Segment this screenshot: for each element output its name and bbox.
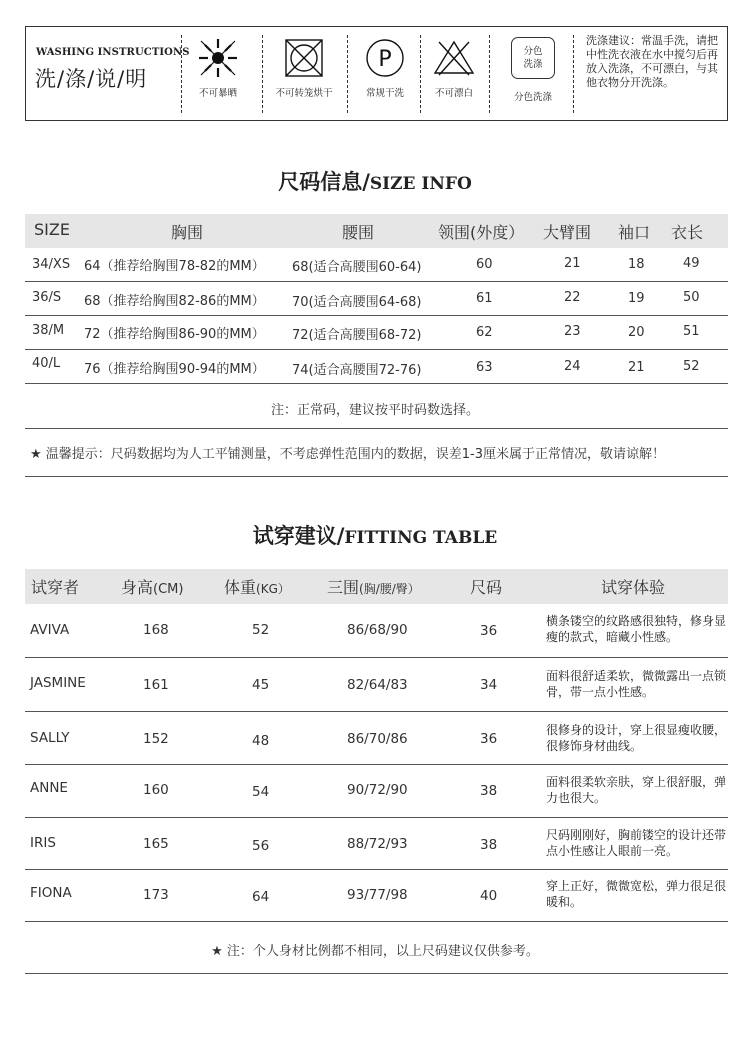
cell-measure: 86/70/86	[347, 731, 408, 747]
cell-experience: 尺码刚刚好，胸前镂空的设计还带点小性感让人眼前一亮。	[546, 828, 727, 858]
row-divider	[25, 817, 728, 818]
cell-chest: 76（推荐给胸围90-94的MM）	[84, 362, 265, 377]
divider	[262, 35, 263, 113]
row-divider	[25, 281, 728, 282]
fitting-title-cn: 试穿建议/	[252, 524, 345, 548]
cell-weight: 45	[252, 677, 270, 693]
no-tumble-dry-label: 不可转笼烘干	[275, 88, 333, 99]
wash-symbol-no-bleach	[423, 35, 485, 99]
header-arm: 大臂围	[543, 223, 592, 242]
washing-title-en: WASHING INSTRUCTIONS	[36, 47, 190, 58]
cell-chest: 64（推荐给胸围78-82的MM）	[84, 259, 265, 274]
cell-weight: 56	[252, 838, 270, 854]
row-divider	[25, 764, 728, 765]
divider	[181, 35, 182, 113]
cell-height: 152	[143, 731, 169, 747]
cell-size: 38	[480, 837, 498, 853]
cell-length: 49	[683, 256, 700, 271]
divider	[489, 35, 490, 113]
cell-experience: 很修身的设计，穿上很显瘦收腰，很修饰身材曲线。	[546, 723, 727, 753]
no-sun-icon	[195, 35, 241, 81]
cell-measure: 82/64/83	[347, 677, 408, 693]
cell-arm: 21	[564, 256, 581, 271]
cell-name: SALLY	[30, 730, 70, 746]
size-info-title-cn: 尺码信息/	[278, 170, 370, 194]
header-weight-label: 体重	[224, 578, 257, 597]
cell-size: 34/XS	[32, 257, 71, 272]
cell-arm: 23	[564, 324, 581, 339]
row-divider	[25, 428, 728, 429]
row-divider	[25, 711, 728, 712]
no-bleach-label: 不可漂白	[434, 88, 473, 99]
no-sun-label: 不可暴晒	[198, 88, 237, 99]
cell-weight: 64	[252, 889, 270, 905]
cell-experience: 横条镂空的纹路感很独特，修身显瘦的款式，暗藏小性感。	[546, 614, 727, 644]
cell-arm: 22	[564, 290, 581, 305]
cell-size: 36/S	[32, 290, 62, 305]
cell-height: 160	[143, 782, 169, 798]
row-divider	[25, 973, 728, 974]
header-measure-label: 三围	[327, 578, 360, 597]
cell-measure: 90/72/90	[347, 782, 408, 798]
cell-cuff: 19	[628, 291, 645, 306]
fitting-note: ★ 注：个人身材比例都不相同，以上尺码建议仅供参考。	[211, 944, 539, 959]
fitting-title	[0, 520, 750, 550]
divider	[347, 35, 348, 113]
header-height	[121, 575, 183, 598]
cell-length: 52	[683, 359, 700, 374]
header-collar: 领围(外度）	[438, 223, 525, 242]
cell-height: 168	[143, 622, 169, 638]
size-info-title	[0, 166, 750, 196]
header-size: 尺码	[470, 578, 503, 597]
cell-height: 165	[143, 836, 169, 852]
cell-size: 40/L	[32, 356, 61, 371]
header-cuff: 袖口	[618, 223, 651, 242]
cell-size: 36	[480, 623, 498, 639]
divider	[573, 35, 574, 113]
divider	[420, 35, 421, 113]
cell-chest: 72（推荐给胸围86-90的MM）	[84, 327, 265, 342]
wash-symbol-dry-clean	[351, 35, 419, 99]
cell-size: 38/M	[32, 323, 65, 338]
cell-waist: 68(适合高腰围60-64)	[292, 260, 422, 275]
header-height-label: 身高	[121, 578, 154, 597]
dry-clean-p-icon	[362, 35, 408, 81]
cell-collar: 61	[476, 291, 493, 306]
cell-size: 34	[480, 677, 498, 693]
cell-weight: 54	[252, 784, 270, 800]
size-info-title-en: SIZE INFO	[369, 174, 472, 194]
fitting-title-en: FITTING TABLE	[344, 528, 498, 548]
no-tumble-dry-icon	[281, 35, 327, 81]
separate-wash-box-text-1: 分色	[523, 46, 543, 57]
cell-measure: 93/77/98	[347, 887, 408, 903]
washing-instructions-box	[25, 26, 728, 121]
row-divider	[25, 315, 728, 316]
cell-collar: 62	[476, 325, 493, 340]
cell-name: AVIVA	[30, 622, 70, 638]
cell-waist: 72(适合高腰围68-72)	[292, 328, 422, 343]
cell-measure: 86/68/90	[347, 622, 408, 638]
header-measurements	[327, 575, 420, 598]
header-weight	[224, 575, 290, 598]
cell-arm: 24	[564, 359, 581, 374]
row-divider	[25, 383, 728, 384]
cell-size: 40	[480, 888, 498, 904]
cell-experience: 穿上正好，微微宽松，弹力很足很暖和。	[546, 879, 727, 909]
row-divider	[25, 476, 728, 477]
cell-weight: 48	[252, 733, 270, 749]
cell-waist: 70(适合高腰围64-68)	[292, 295, 422, 310]
cell-collar: 63	[476, 360, 493, 375]
header-tester: 试穿者	[31, 578, 80, 597]
header-size: SIZE	[34, 220, 70, 239]
fitting-table-header	[25, 569, 728, 604]
size-table-header	[25, 214, 728, 248]
cell-weight: 52	[252, 622, 270, 638]
row-divider	[25, 349, 728, 350]
size-tip: ★ 温馨提示：尺码数据均为人工平铺测量，不考虑弹性范围内的数据，误差1-3厘米属于正常情况，敬请谅解！	[30, 447, 666, 462]
cell-cuff: 21	[628, 360, 645, 375]
row-divider	[25, 921, 728, 922]
cell-cuff: 18	[628, 257, 645, 272]
cell-length: 51	[683, 324, 700, 339]
washing-advice: 洗涤建议：常温手洗，请把中性洗衣液在水中搅匀后再放入洗涤，不可漂白，与其他衣物分开洗涤。	[586, 34, 718, 89]
wash-symbol-no-sun	[184, 35, 252, 99]
cell-waist: 74(适合高腰围72-76)	[292, 363, 422, 378]
cell-name: IRIS	[30, 835, 56, 851]
no-bleach-icon	[431, 35, 477, 81]
cell-experience: 面料很柔软亲肤，穿上很舒服，弹力也很大。	[546, 775, 727, 805]
header-chest: 胸围	[171, 223, 204, 242]
dry-clean-label: 常规干洗	[365, 88, 404, 99]
cell-size: 38	[480, 783, 498, 799]
header-measure-unit: (胸/腰/臀）	[359, 582, 420, 596]
cell-name: JASMINE	[30, 675, 86, 691]
cell-collar: 60	[476, 257, 493, 272]
cell-chest: 68（推荐给胸围82-86的MM）	[84, 294, 265, 309]
wash-symbol-separate-wash	[500, 33, 566, 103]
header-length: 衣长	[671, 223, 704, 242]
row-divider	[25, 657, 728, 658]
cell-measure: 88/72/93	[347, 836, 408, 852]
washing-title-cn: 洗/涤/说/明	[35, 67, 148, 91]
header-waist: 腰围	[342, 223, 375, 242]
size-note: 注：正常码，建议按平时码数选择。	[270, 403, 479, 418]
cell-cuff: 20	[628, 325, 645, 340]
cell-size: 36	[480, 731, 498, 747]
cell-height: 161	[143, 677, 169, 693]
header-weight-unit: (KG）	[256, 582, 290, 596]
cell-name: FIONA	[30, 885, 72, 901]
cell-height: 173	[143, 887, 169, 903]
row-divider	[25, 869, 728, 870]
separate-wash-icon	[511, 37, 555, 79]
separate-wash-label: 分色洗涤	[513, 92, 552, 103]
cell-name: ANNE	[30, 780, 68, 796]
separate-wash-box-text-2: 洗涤	[523, 59, 543, 70]
header-experience: 试穿体验	[601, 578, 666, 597]
header-height-unit: (CM)	[153, 582, 184, 597]
cell-length: 50	[683, 290, 700, 305]
dry-clean-symbol: P	[378, 47, 392, 72]
cell-experience: 面料很舒适柔软，微微露出一点锁骨，带一点小性感。	[546, 669, 727, 699]
wash-symbol-no-tumble-dry	[264, 35, 344, 99]
